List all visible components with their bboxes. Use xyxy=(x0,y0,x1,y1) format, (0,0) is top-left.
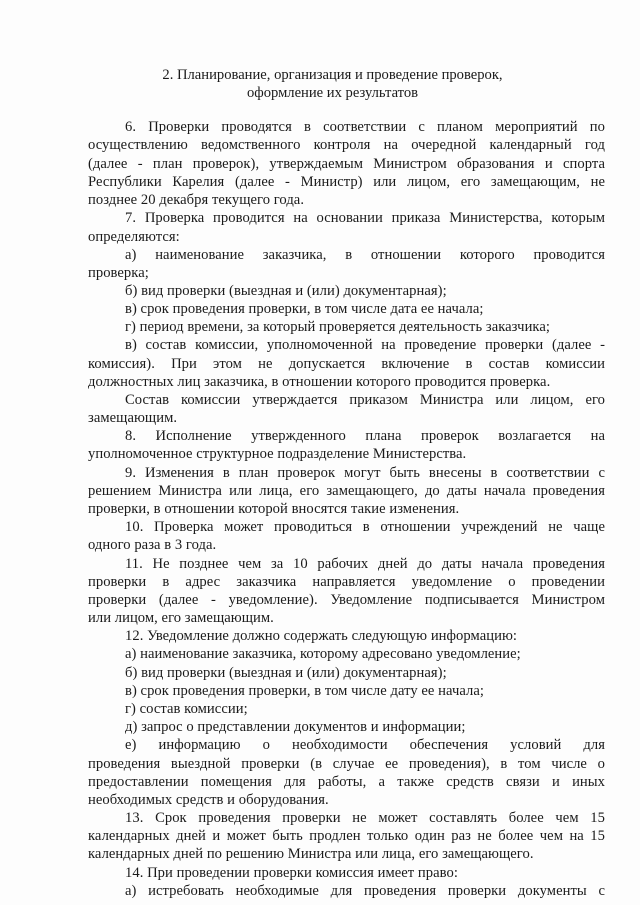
paragraph-9-line-3: проверки, в отношении которой вносятся такие изменения. xyxy=(88,501,460,517)
paragraph-7-line-1: 7. Проверка проводится на основании приказа Министерства, которым xyxy=(125,210,605,226)
paragraph-6-line-4: Республики Карелия (далее - Министр) или лицом, его замещающим, не xyxy=(88,174,605,190)
list-item-7d-line-3: должностных лиц заказчика, в отношении которого проводится проверка. xyxy=(88,374,551,390)
list-item-12d: д) запрос о представлении документов и информации; xyxy=(125,719,466,735)
section-heading-line-1: 2. Планирование, организация и проведение проверок, xyxy=(162,67,503,83)
paragraph-11-line-1: 11. Не позднее чем за 10 рабочих дней до даты начала проведения xyxy=(125,556,605,572)
list-item-14a-line-1: а) истребовать необходимые для проведения проверки документы с xyxy=(125,883,605,899)
list-item-7g: г) период времени, за который проверяется деятельность заказчика; xyxy=(125,319,550,335)
paragraph-6-line-1: 6. Проверки проводятся в соответствии с планом мероприятий по xyxy=(125,119,605,135)
paragraph-11-line-4: или лицом, его замещающим. xyxy=(88,610,274,626)
paragraph-12-line-1: 12. Уведомление должно содержать следующую информацию: xyxy=(125,628,518,644)
paragraph-14-line-1: 14. При проведении проверки комиссия имеет право: xyxy=(125,865,458,881)
paragraph-8-line-2: уполномоченное структурное подразделение Министерства. xyxy=(88,446,467,462)
paragraph-8-line-1: 8. Исполнение утвержденного плана проверок возлагается на xyxy=(125,428,605,444)
section-heading-line-2: оформление их результатов xyxy=(246,85,419,101)
list-item-7v: в) срок проведения проверки, в том числе дата ее начала; xyxy=(125,301,484,317)
paragraph-7-line-2: определяются: xyxy=(88,229,180,245)
list-item-7a-line-1: а) наименование заказчика, в отношении которого проводится xyxy=(125,247,605,263)
paragraph-commission-line-1: Состав комиссии утверждается приказом Министра или лицом, его xyxy=(125,392,605,408)
list-item-7a-line-2: проверка; xyxy=(88,265,149,281)
list-item-12e-line-1: е) информацию о необходимости обеспечения условий для xyxy=(125,737,605,753)
list-item-12a: а) наименование заказчика, которому адресовано уведомление; xyxy=(125,646,521,662)
paragraph-10-line-1: 10. Проверка может проводиться в отношении учреждений не чаще xyxy=(125,519,605,535)
list-item-12e-line-2: проведения выездной проверки (в случае ее проведения), в том числе о xyxy=(88,756,605,772)
list-item-7d-line-1: в) состав комиссии, уполномоченной на проведение проверки (далее - xyxy=(125,337,605,353)
paragraph-13-line-2: календарных дней и может быть продлен только один раз не более чем на 15 xyxy=(88,828,605,844)
paragraph-11-line-3: проверки (далее - уведомление). Уведомление подписывается Министром xyxy=(88,592,605,608)
paragraph-13-line-1: 13. Срок проведения проверки не может составлять более чем 15 xyxy=(125,810,605,826)
list-item-12e-line-3: предоставлении помещения для работы, а также средств связи и иных xyxy=(88,774,605,790)
list-item-12g: г) состав комиссии; xyxy=(125,701,248,717)
list-item-12e-line-4: необходимых средств и оборудования. xyxy=(88,792,329,808)
list-item-12b: б) вид проверки (выездная и (или) документарная); xyxy=(125,665,447,681)
paragraph-11-line-2: проверки в адрес заказчика направляется уведомление о проведении xyxy=(88,574,605,590)
paragraph-6-line-5: позднее 20 декабря текущего года. xyxy=(88,192,305,208)
paragraph-commission-line-2: замещающим. xyxy=(88,410,178,426)
paragraph-13-line-3: календарных дней по решению Министра или лица, его замещающего. xyxy=(88,846,534,862)
list-item-12v: в) срок проведения проверки, в том числе дату ее начала; xyxy=(125,683,484,699)
list-item-7b: б) вид проверки (выездная и (или) документарная); xyxy=(125,283,447,299)
list-item-7d-line-2: комиссия). При этом не допускается включение в состав комиссии xyxy=(88,356,605,372)
paragraph-9-line-1: 9. Изменения в план проверок могут быть внесены в соответствии с xyxy=(125,465,605,481)
paragraph-9-line-2: решением Министра или лица, его замещающего, до даты начала проведения xyxy=(88,483,605,499)
paragraph-10-line-2: одного раза в 3 года. xyxy=(88,537,217,553)
paragraph-6-line-2: осуществлению ведомственного контроля на очередной календарный год xyxy=(88,137,605,153)
paragraph-6-line-3: (далее - план проверок), утверждаемым Министром образования и спорта xyxy=(88,156,605,172)
